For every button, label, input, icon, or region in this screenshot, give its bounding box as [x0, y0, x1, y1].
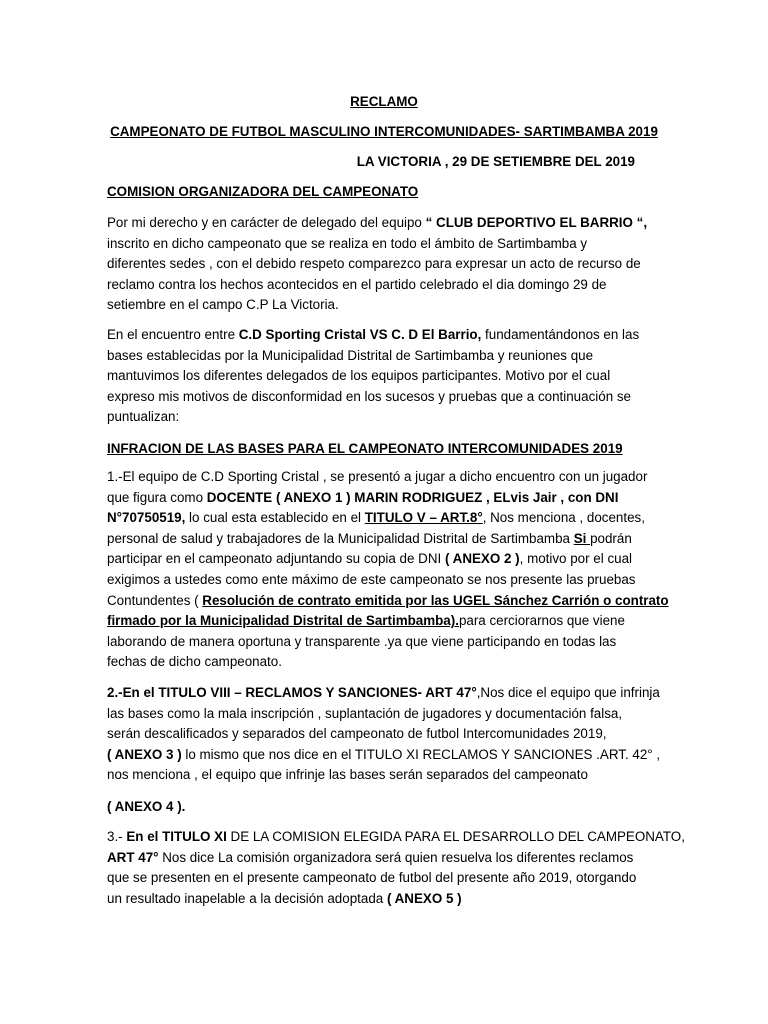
point-2-line-3: serán descalificados y separados del campeonato de futbol Intercomunidades 2019,: [107, 726, 607, 742]
player-info: DOCENTE ( ANEXO 1 ) MARIN RODRIGUEZ , ELvis Jair , con DNI: [206, 489, 619, 505]
intro-paragraph: [107, 213, 663, 316]
point-1-text: lo cual esta establecido en el: [185, 510, 365, 526]
point-3-line-3: que se presenten en el presente campeonato de futbol del presente año 2019, otorgando: [107, 870, 637, 886]
required-evidence-cont: firmado por la Municipalidad Distrital de Sartimbamba).: [107, 613, 459, 629]
point-1-text: , Nos menciona , docentes,: [482, 510, 645, 526]
point-3-text: un resultado inapelable a la decisión adoptada: [107, 890, 387, 906]
annex-5: ( ANEXO 5 ): [386, 890, 462, 906]
match-teams: C.D Sporting Cristal VS C. D El Barrio,: [238, 327, 482, 342]
addressee: COMISION ORGANIZADORA DEL CAMPEONATO: [107, 184, 419, 199]
point-1-paragraph: [107, 467, 669, 673]
point-2-line-5: nos menciona , el equipo que infrinje las bases serán separados del campeonato: [107, 767, 588, 783]
dni-number: N°70750519,: [107, 510, 186, 526]
point-2-paragraph: [107, 683, 663, 786]
point-1-text: podrán: [590, 530, 632, 546]
encounter-line-4: expreso mis motivos de disconformidad en los sucesos y pruebas que a continuación se: [107, 388, 632, 404]
point-2-text: ,Nos dice el equipo que infrinja: [476, 685, 660, 700]
point-1-line-10: fechas de dicho campeonato.: [107, 654, 282, 670]
point-1-text: personal de salud y trabajadores de la Municipalidad Distrital de Sartimbamba: [107, 530, 574, 546]
encounter-line-3: mantuvimos los diferentes delegados de los equipos participantes. Motivo por el cual: [107, 368, 611, 384]
point-1-line-9: laborando de manera oportuna y transparente .ya que viene participando en todas las: [107, 633, 617, 649]
art-47-reference: ART 47°: [107, 849, 159, 865]
title-viii-reference: 2.-En el TITULO VIII – RECLAMOS Y SANCIONES- ART 47°: [107, 685, 477, 700]
point-3-text: DE LA COMISION ELEGIDA PARA EL DESARROLLO DEL CAMPEONATO,: [226, 829, 685, 844]
encounter-text: En el encuentro entre: [107, 327, 239, 342]
si-emphasis: Si: [573, 530, 591, 546]
document-subtitle: CAMPEONATO DE FUTBOL MASCULINO INTERCOMUNIDADES- SARTIMBAMBA 2019: [110, 124, 658, 139]
title-xi-reference: En el TITULO XI: [126, 829, 227, 844]
section-title: INFRACION DE LAS BASES PARA EL CAMPEONATO INTERCOMUNIDADES 2019: [107, 441, 623, 456]
point-1-text: que figura como: [107, 489, 207, 505]
annex-3: ( ANEXO 3 ): [107, 746, 182, 762]
annex-4: ( ANEXO 4 ).: [107, 799, 186, 814]
intro-line-2: inscrito en dicho campeonato que se realiza en todo el ámbito de Sartimbamba y: [107, 235, 588, 251]
point-3-paragraph: [107, 827, 685, 909]
intro-line-5: setiembre en el campo C.P La Victoria.: [107, 297, 339, 313]
point-1-text: Contundentes (: [107, 592, 203, 608]
point-3-text: 3.-: [107, 829, 127, 844]
point-1-text: para cerciorarnos que viene: [458, 613, 625, 629]
encounter-text-cont: fundamentándonos en las: [481, 327, 640, 342]
place-date: LA VICTORIA , 29 DE SETIEMBRE DEL 2019: [356, 154, 635, 169]
encounter-line-5: puntualizan:: [107, 409, 180, 425]
intro-text: Por mi derecho y en carácter de delegado del equipo: [107, 215, 426, 230]
point-2-text: lo mismo que nos dice en el TITULO XI RECLAMOS Y SANCIONES .ART. 42° ,: [181, 746, 661, 762]
annex-2: ( ANEXO 2 ): [444, 551, 520, 567]
club-name: “ CLUB DEPORTIVO EL BARRIO “,: [425, 215, 648, 230]
point-1-line-1: 1.-El equipo de C.D Sporting Cristal , se presentó a jugar a dicho encuentro con un jugador: [107, 469, 648, 484]
document-title: RECLAMO: [350, 94, 418, 109]
encounter-line-2: bases establecidas por la Municipalidad Distrital de Sartimbamba y reuniones que: [107, 347, 594, 363]
title-reference: TITULO V – ART.8°: [364, 510, 483, 526]
intro-line-4: reclamo contra los hechos acontecidos en el partido celebrado el dia domingo 29 de: [107, 276, 607, 292]
point-1-text: , motivo por el cual: [519, 551, 633, 567]
point-1-line-6: exigimos a ustedes como ente máximo de este campeonato se nos presente las pruebas: [107, 571, 636, 587]
point-1-text: participar en el campeonato adjuntando su copia de DNI: [107, 551, 445, 567]
intro-line-3: diferentes sedes , con el debido respeto comparezco para expresar un acto de recurso de: [107, 256, 641, 272]
encounter-paragraph: [107, 325, 663, 428]
point-3-text: Nos dice La comisión organizadora será quien resuelva los diferentes reclamos: [158, 849, 634, 865]
point-2-line-2: las bases como la mala inscripción , suplantación de jugadores y documentación falsa,: [107, 705, 623, 721]
required-evidence: Resolución de contrato emitida por las UGEL Sánchez Carrión o contrato: [202, 592, 669, 608]
